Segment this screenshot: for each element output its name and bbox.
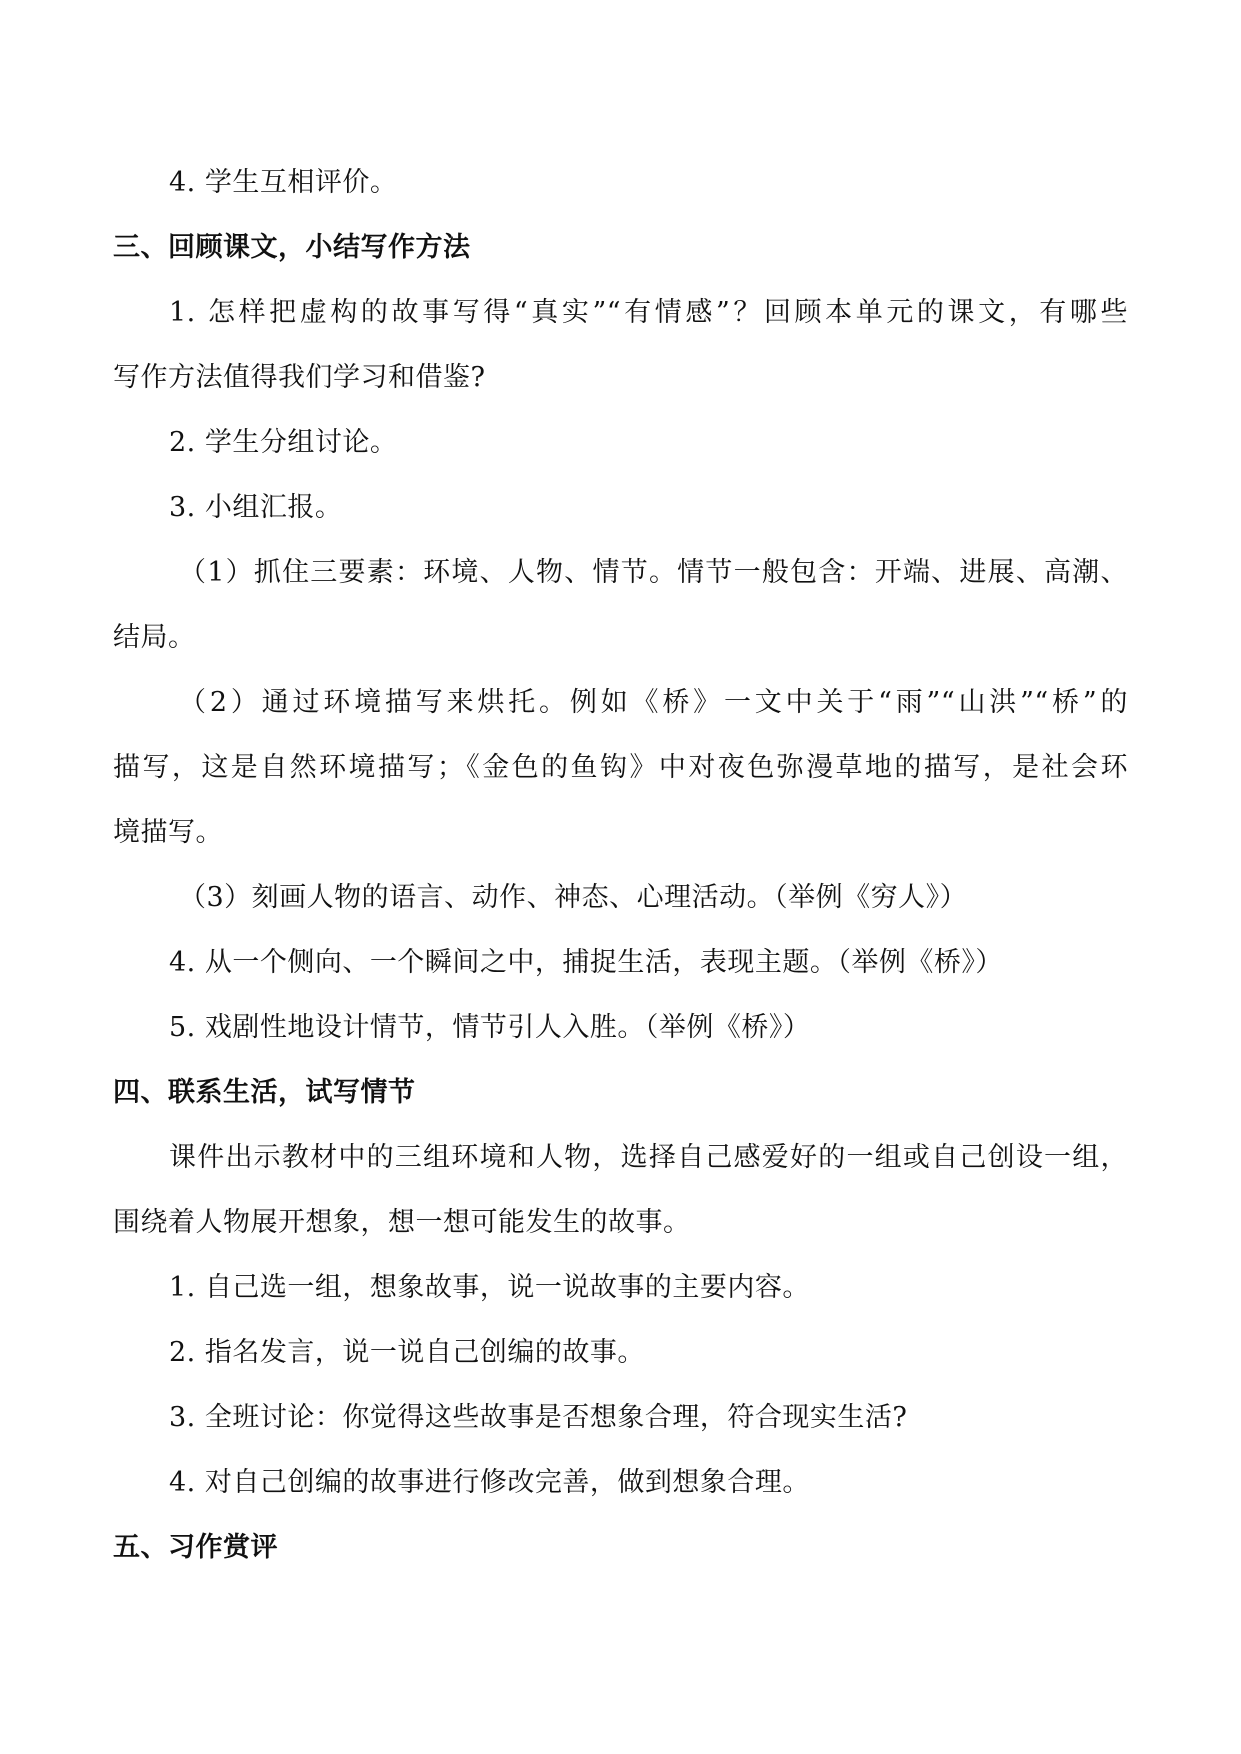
list-item: 4. 对自己创编的故事进行修改完善，做到想象合理。 xyxy=(169,1467,810,1498)
section-heading: 四、联系生活，试写情节 xyxy=(113,1077,416,1108)
list-item: 3. 小组汇报。 xyxy=(169,492,343,523)
paragraph-line: （1）抓住三要素：环境、人物、情节。情节一般包含：开端、进展、高潮、 xyxy=(179,557,1128,588)
paragraph-line: 结局。 xyxy=(113,622,196,653)
paragraph-line: 1. 怎样把虚构的故事写得“真实”“有情感”？回顾本单元的课文，有哪些 xyxy=(169,297,1128,328)
list-item: 4. 学生互相评价。 xyxy=(169,167,398,198)
list-item: 2. 学生分组讨论。 xyxy=(169,427,398,458)
list-item: （3）刻画人物的语言、动作、神态、心理活动。（举例《穷人》） xyxy=(179,882,968,913)
paragraph-line: 境描写。 xyxy=(113,817,223,848)
paragraph-line: 写作方法值得我们学习和借鉴? xyxy=(113,362,486,393)
section-heading: 三、回顾课文，小结写作方法 xyxy=(113,232,471,263)
list-item: 5. 戏剧性地设计情节，情节引人入胜。（举例《桥》） xyxy=(169,1012,811,1043)
paragraph-line: （2）通过环境描写来烘托。例如《桥》一文中关于“雨”“山洪”“桥”的 xyxy=(179,687,1128,718)
list-item: 3. 全班讨论：你觉得这些故事是否想象合理，符合现实生活? xyxy=(169,1402,908,1433)
list-item: 2. 指名发言，说一说自己创编的故事。 xyxy=(169,1337,645,1368)
document-body xyxy=(113,150,1128,1580)
paragraph-line: 围绕着人物展开想象，想一想可能发生的故事。 xyxy=(113,1207,691,1238)
paragraph-line: 描写，这是自然环境描写；《金色的鱼钩》中对夜色弥漫草地的描写，是社会环 xyxy=(113,752,1128,783)
list-item: 4. 从一个侧向、一个瞬间之中，捕捉生活，表现主题。（举例《桥》） xyxy=(169,947,1003,978)
section-heading: 五、习作赏评 xyxy=(113,1532,278,1563)
list-item: 1. 自己选一组，想象故事，说一说故事的主要内容。 xyxy=(169,1272,810,1303)
paragraph-line: 课件出示教材中的三组环境和人物，选择自己感爱好的一组或自己创设一组， xyxy=(169,1142,1128,1173)
